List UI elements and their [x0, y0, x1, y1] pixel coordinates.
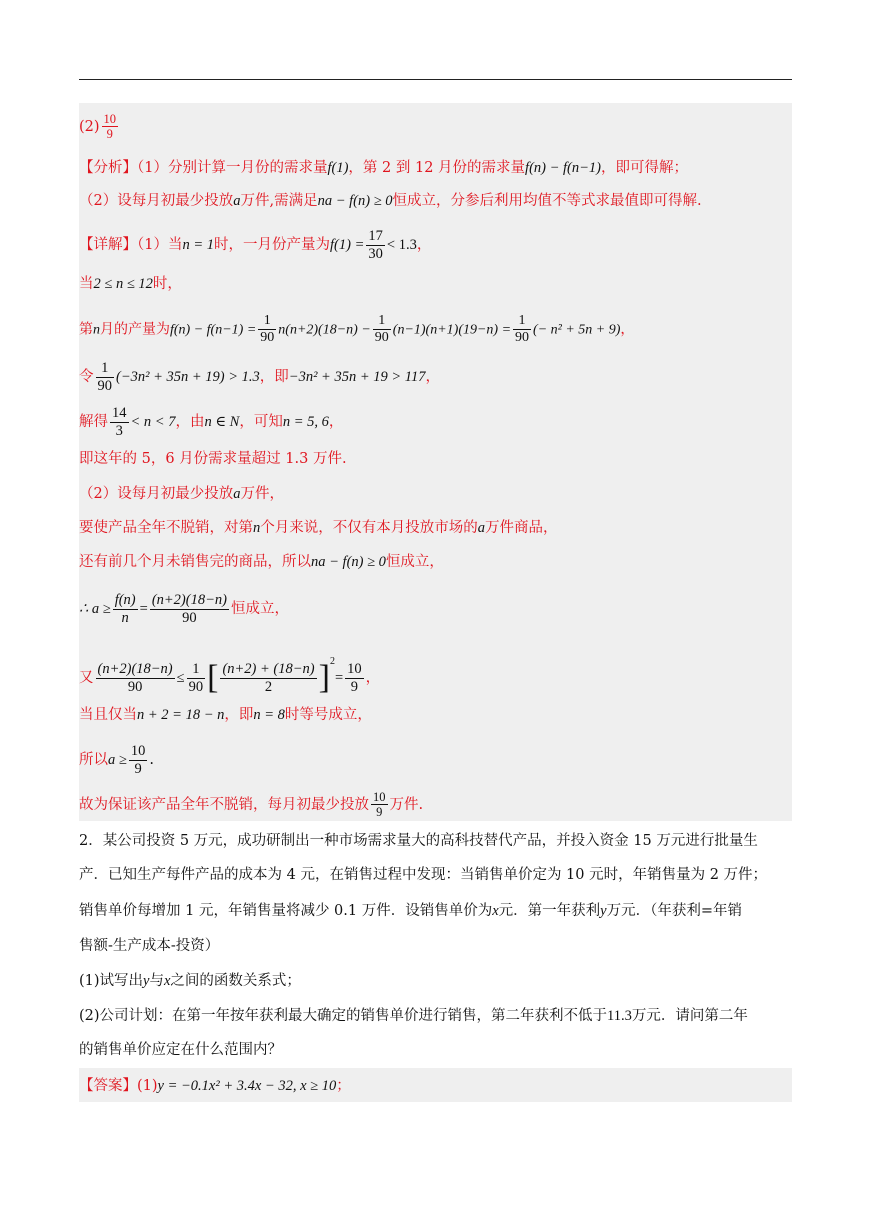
- math-expr: n = 8: [253, 707, 285, 723]
- answer-part2-fraction: [102, 112, 119, 142]
- text: 时等号成立，: [284, 707, 372, 723]
- text: 之间的函数关系式；: [170, 973, 301, 989]
- fraction: [220, 661, 316, 695]
- fraction: [371, 790, 388, 820]
- text: 个月来说，不仅有本月投放市场的: [260, 520, 478, 536]
- fraction: [258, 313, 276, 346]
- question2-stem-line-3: [79, 898, 794, 924]
- math-expr: =: [139, 601, 148, 618]
- text: （2）设每月初最少投放: [79, 193, 234, 209]
- text: 要使产品全年不脱销，对第: [79, 520, 253, 536]
- math-var: y: [143, 973, 150, 989]
- fraction: [187, 661, 206, 695]
- detail-line-10: [79, 592, 794, 626]
- fraction: [366, 228, 385, 262]
- text: 万件商品，: [485, 520, 558, 536]
- text: （1）分别计算一月份的需求量: [137, 160, 328, 176]
- math-var: n: [253, 520, 261, 536]
- header-rule: [79, 79, 792, 80]
- fraction-denominator: 90: [374, 330, 389, 346]
- answer-part2-prefix: (2): [79, 118, 100, 135]
- text: ，: [425, 369, 440, 386]
- fraction-denominator: 90: [260, 330, 275, 346]
- detail-line-7: [79, 484, 794, 504]
- fraction-numerator: f(n): [114, 592, 136, 608]
- fraction-denominator: 2: [264, 678, 273, 695]
- text: （1）当: [137, 237, 183, 254]
- fraction-denominator: 30: [368, 245, 383, 262]
- detail-line-14: [79, 790, 794, 820]
- text: ，即可得解；: [601, 160, 688, 176]
- math-expr: ∴ a ≥: [79, 601, 111, 618]
- text: 时，一月份产量为: [214, 237, 331, 254]
- text: ，即: [224, 707, 254, 723]
- math-var: a: [477, 520, 485, 536]
- question2-answer: [79, 1076, 794, 1096]
- fraction-denominator: n: [121, 609, 129, 626]
- math-expr: =: [334, 670, 344, 686]
- fraction-numerator: (n+2)(18−n): [97, 660, 173, 677]
- text: ；: [336, 1078, 351, 1094]
- math-value: 11.3: [607, 1008, 632, 1024]
- math-expr: < n < 7: [130, 414, 176, 431]
- math-expr: f(n) − f(n−1): [525, 160, 601, 176]
- analysis-tag: 【分析】: [79, 160, 137, 176]
- math-expr: a ≥: [108, 752, 127, 769]
- analysis-line-1: [79, 158, 794, 178]
- text: 万件,需满足: [240, 193, 318, 209]
- text: (1): [137, 1078, 158, 1094]
- detail-tag: 【详解】: [79, 237, 137, 254]
- detail-line-3: [79, 313, 794, 346]
- math-expr: n(n+2)(18−n) −: [278, 322, 371, 338]
- math-expr: na − f(n) ≥ 0: [317, 193, 393, 209]
- math-var: a: [233, 486, 241, 502]
- detail-line-2: [79, 274, 794, 294]
- fraction: [96, 661, 175, 695]
- fraction-denominator: 90: [188, 678, 204, 695]
- question2-stem-line-4: 售额-生产成本-投资）: [79, 938, 220, 954]
- text: 即这年的 5，6 月份需求量超过 1.3 万件.: [79, 451, 347, 467]
- fraction-numerator: 10: [373, 790, 386, 804]
- detail-line-8: [79, 518, 794, 538]
- text: 元．第一年获利: [498, 903, 601, 919]
- text: ，: [416, 237, 432, 254]
- text: ，: [620, 321, 635, 338]
- math-expr: ≤: [176, 670, 185, 686]
- math-var: x: [163, 973, 171, 989]
- detail-line-12: [79, 705, 794, 725]
- fraction-denominator: 90: [97, 377, 112, 394]
- text: (2)公司计划：在第一年按年获利最大确定的销售单价进行销售，第二年获利不低于: [79, 1008, 608, 1024]
- detail-line-1: [79, 228, 794, 262]
- fraction-numerator: 1: [513, 313, 531, 330]
- text: 解得: [79, 414, 108, 431]
- text: .: [149, 752, 154, 769]
- fraction-numerator: (n+2) + (18−n): [222, 660, 315, 677]
- text: （2）设每月初最少投放: [79, 486, 234, 502]
- text: 销售单价每增加 1 元，年销售量将减少 0.1 万件．设销售单价为: [79, 903, 493, 919]
- text: 时，: [152, 276, 182, 292]
- fraction: [113, 592, 138, 626]
- text: ，: [365, 670, 381, 686]
- fraction-numerator: 17: [368, 228, 383, 244]
- text: 月的产量为: [100, 321, 170, 338]
- question2-stem-line-2: 产．已知生产每件产品的成本为 4 元，在销售过程中发现：当销售单价定为 10 元时，年销售量为 2 万件；: [79, 867, 768, 883]
- text: ，即: [259, 369, 289, 386]
- math-var: y: [600, 903, 607, 919]
- fraction-denominator: 3: [115, 422, 123, 439]
- text: 令: [79, 369, 94, 386]
- fraction-denominator: 9: [134, 760, 142, 777]
- text: 万件，: [240, 486, 284, 502]
- detail-line-4: [79, 360, 794, 394]
- math-expr: (n−1)(n+1)(19−n) =: [392, 322, 512, 338]
- detail-line-13: [79, 743, 794, 777]
- math-expr: na − f(n) ≥ 0: [311, 554, 386, 570]
- fraction-numerator: 1: [96, 360, 115, 378]
- fraction-denominator: 90: [127, 678, 143, 695]
- math-expr: f(1) =: [330, 237, 365, 254]
- math-expr: f(n) − f(n−1) =: [170, 322, 257, 338]
- detail-line-5: [79, 405, 794, 439]
- text: 万元．（年获利=年销: [606, 903, 743, 919]
- fraction-denominator: 90: [182, 609, 197, 626]
- math-var: n: [93, 322, 100, 338]
- right-bracket: ]: [318, 659, 330, 696]
- text: 恒成立，: [385, 554, 444, 570]
- fraction: [513, 313, 531, 346]
- fraction-denominator: 9: [376, 805, 383, 820]
- fraction: [345, 661, 364, 695]
- question2-sub2-line-1: [79, 1003, 794, 1029]
- fraction: [110, 405, 129, 439]
- fraction-numerator: 10: [103, 112, 117, 126]
- analysis-line-2: [79, 191, 794, 211]
- fraction-numerator: (n+2)(18−n): [151, 592, 227, 608]
- math-var: a: [233, 193, 241, 209]
- math-expr: (− n² + 5n + 9): [533, 322, 621, 338]
- math-var: x: [492, 903, 499, 919]
- fraction: [373, 313, 391, 346]
- fraction: [150, 592, 229, 626]
- fraction-numerator: 10: [347, 660, 362, 677]
- fraction: [129, 743, 148, 777]
- text: 当: [79, 276, 94, 292]
- math-expr: y = −0.1x² + 3.4x − 32, x ≥ 10: [157, 1078, 337, 1094]
- text: 恒成立，分参后利用均值不等式求最值即可得解.: [392, 193, 702, 209]
- text: 故为保证该产品全年不脱销，每月初最少投放: [79, 796, 369, 813]
- detail-line-11: [79, 652, 794, 695]
- math-expr: −3n² + 35n + 19 > 117: [288, 369, 426, 386]
- question2-sub1: [79, 968, 794, 994]
- text: ，: [328, 414, 344, 431]
- math-expr: n + 2 = 18 − n: [137, 707, 225, 723]
- fraction-denominator: 9: [350, 678, 358, 695]
- fraction: [96, 360, 115, 394]
- question2-sub2-line-2: 的销售单价应定在什么范围内？: [79, 1042, 282, 1058]
- math-expr: n ∈ N: [204, 414, 240, 431]
- left-bracket: [: [207, 659, 219, 696]
- fraction-numerator: 1: [187, 661, 206, 679]
- text: 当且仅当: [79, 707, 137, 723]
- detail-line-9: [79, 552, 794, 572]
- text: 所以: [79, 752, 108, 769]
- math-expr: (−3n² + 35n + 19) > 1.3: [116, 369, 260, 386]
- math-expr: 2 ≤ n ≤ 12: [93, 276, 153, 292]
- text: 万元．请问第二年: [631, 1008, 748, 1024]
- answer-tag: 【答案】: [79, 1078, 137, 1094]
- fraction-numerator: 1: [258, 313, 276, 330]
- math-expr: n = 5, 6: [282, 414, 329, 431]
- fraction-numerator: 10: [130, 743, 146, 759]
- question2-stem-line-1: 2．某公司投资 5 万元，成功研制出一种市场需求量大的高科技替代产品，并投入资金 15 万元进行批量生: [79, 833, 758, 849]
- fraction-denominator: 9: [106, 127, 113, 142]
- answer-part2-line: [79, 112, 794, 142]
- text: (1)试写出: [79, 973, 144, 989]
- text: 第: [79, 321, 93, 338]
- text: 恒成立，: [230, 601, 289, 618]
- fraction-numerator: 14: [112, 405, 127, 421]
- text: 与: [149, 973, 164, 989]
- exponent: 2: [329, 656, 335, 667]
- text: 还有前几个月未销售完的商品，所以: [79, 554, 311, 570]
- text: ，可知: [239, 414, 283, 431]
- math-expr: < 1.3: [386, 237, 417, 254]
- detail-line-6: [79, 449, 794, 469]
- text: 万件.: [389, 796, 424, 813]
- math-expr: f(1): [327, 160, 349, 176]
- text: ，第 2 到 12 月份的需求量: [348, 160, 526, 176]
- fraction-numerator: 1: [373, 313, 391, 330]
- text: 又: [79, 670, 94, 686]
- math-expr: n = 1: [182, 237, 215, 254]
- fraction-denominator: 90: [515, 330, 530, 346]
- text: ，由: [175, 414, 205, 431]
